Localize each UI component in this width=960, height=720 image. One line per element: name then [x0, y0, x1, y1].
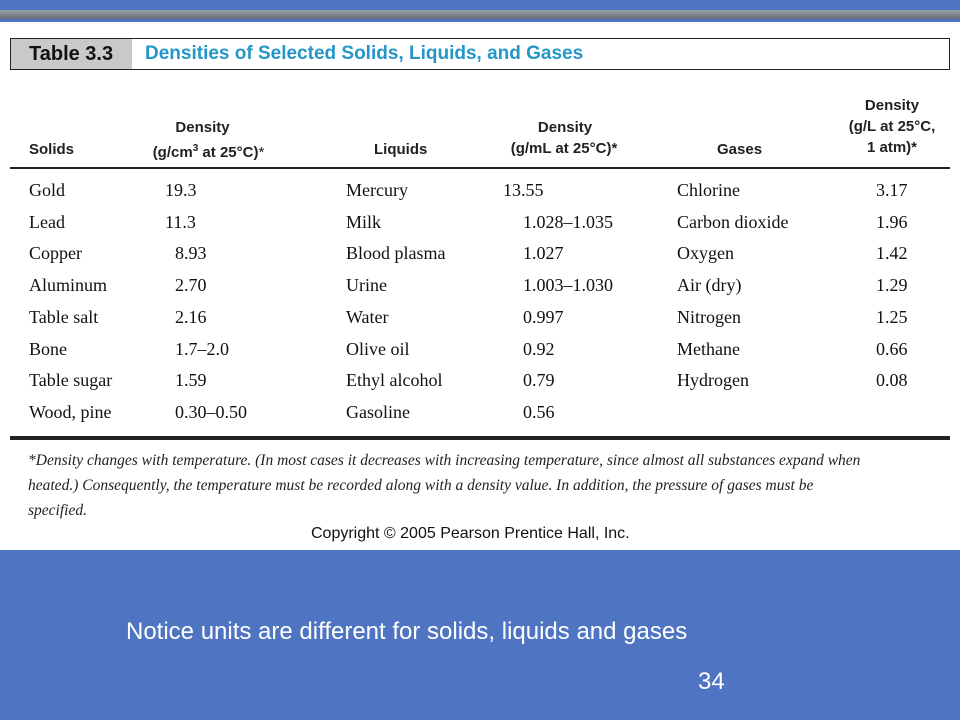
- table-cell-gas: Oxygen: [677, 243, 734, 263]
- table-cell-solid-density: 11.3: [165, 212, 196, 232]
- table-cell-gas: Carbon dioxide: [677, 212, 789, 232]
- table-cell-gas: Chlorine: [677, 180, 740, 200]
- table-cell-gas: Methane: [677, 339, 740, 359]
- table-cell-liquid: Mercury: [346, 180, 408, 200]
- table-cell-solid: Table salt: [29, 307, 99, 327]
- table-cell-liquid-density: 1.003–1.030: [523, 275, 613, 295]
- table-cell-gas: Air (dry): [677, 275, 742, 295]
- header-gases: Gases: [717, 141, 763, 158]
- table-cell-liquid: Gasoline: [346, 402, 410, 422]
- table-cell-solid: Gold: [29, 180, 65, 200]
- table-cell-gas-density: 1.42: [876, 243, 908, 263]
- table-cell-solid-density: 2.16: [175, 307, 207, 327]
- table-cell-gas-density: 3.17: [876, 180, 908, 200]
- table-cell-liquid: Water: [346, 307, 389, 327]
- table-cell-solid-density: 8.93: [175, 243, 207, 263]
- header-solids-density-line1: Density: [175, 119, 230, 136]
- table-cell-gas: Nitrogen: [677, 307, 741, 327]
- table-cell-solid-density: 0.30–0.50: [175, 402, 247, 422]
- table-cell-solid-density: 2.70: [175, 275, 207, 295]
- table-title-band: [10, 38, 950, 70]
- slide-top-rule: [0, 10, 960, 19]
- table-cell-solid: Wood, pine: [29, 402, 112, 422]
- table-title: Densities of Selected Solids, Liquids, and Gases: [145, 43, 584, 64]
- header-solids-density-exponent: 3: [192, 143, 199, 154]
- table-cell-liquid: Ethyl alcohol: [346, 370, 443, 390]
- footnote-line: *Density changes with temperature. (In most cases it decreases with increasing temperature, since almost all substances expand when: [28, 452, 861, 469]
- header-liquids: Liquids: [374, 141, 428, 158]
- header-solids-density-unit: (g/cm: [152, 144, 193, 161]
- table-cell-liquid: Urine: [346, 275, 387, 295]
- table-cell-gas-density: 1.96: [876, 212, 908, 232]
- header-solids: Solids: [29, 141, 75, 158]
- table-cell-gas-density: 1.29: [876, 275, 908, 295]
- table-cell-solid-density: 19.3: [165, 180, 197, 200]
- table-cell-liquid: Blood plasma: [346, 243, 446, 263]
- table-number: Table 3.3: [11, 39, 132, 69]
- slide-caption: Notice units are different for solids, liquids and gases: [126, 618, 688, 645]
- table-cell-solid: Copper: [29, 243, 82, 263]
- table-cell-liquid-density: 0.92: [523, 339, 555, 359]
- table-cell-liquid-density: 0.56: [523, 402, 555, 422]
- table-cell-liquid-density: 0.997: [523, 307, 564, 327]
- table-cell-solid: Lead: [29, 212, 65, 232]
- header-liquids-density-line2: (g/mL at 25°C)*: [510, 140, 618, 157]
- table-cell-liquid: Milk: [346, 212, 382, 232]
- header-gases-density-line2: (g/L at 25°C,: [848, 118, 936, 135]
- header-gases-density-line3: 1 atm)*: [866, 139, 918, 156]
- table-bottom-rule: [10, 436, 950, 440]
- footnote-line: heated.) Consequently, the temperature must be recorded along with a density value. In addition, the pressure of gases must be: [28, 477, 814, 494]
- header-rule: [10, 167, 950, 169]
- table-cell-liquid-density: 1.028–1.035: [523, 212, 613, 232]
- page-number: 34: [698, 668, 725, 695]
- table-cell-gas: Hydrogen: [677, 370, 749, 390]
- table-cell-gas-density: 0.08: [876, 370, 908, 390]
- table-cell-solid: Aluminum: [29, 275, 108, 295]
- table-cell-liquid-density: 0.79: [523, 370, 555, 390]
- copyright-notice: Copyright © 2005 Pearson Prentice Hall, Inc.: [311, 525, 630, 542]
- header-liquids-density-line1: Density: [537, 119, 593, 136]
- header-solids-density-temp: at 25°C): [198, 144, 259, 161]
- header-solids-density-line2: [136, 140, 281, 162]
- table-cell-solid-density: 1.59: [175, 370, 207, 390]
- table-footnote: [28, 448, 948, 523]
- table-cell-liquid-density: 13.55: [503, 180, 544, 200]
- header-gases-density-line1: Density: [864, 97, 920, 114]
- table-cell-liquid: Olive oil: [346, 339, 410, 359]
- table-cell-solid: Bone: [29, 339, 67, 359]
- table-cell-gas-density: 0.66: [876, 339, 908, 359]
- table-cell-liquid-density: 1.027: [523, 243, 564, 263]
- table-cell-gas-density: 1.25: [876, 307, 908, 327]
- table-image: [0, 22, 960, 550]
- table-cell-solid: Table sugar: [29, 370, 113, 390]
- table-cell-solid-density: 1.7–2.0: [175, 339, 229, 359]
- footnote-line: specified.: [28, 502, 87, 519]
- header-solids-density-star: *: [258, 144, 265, 161]
